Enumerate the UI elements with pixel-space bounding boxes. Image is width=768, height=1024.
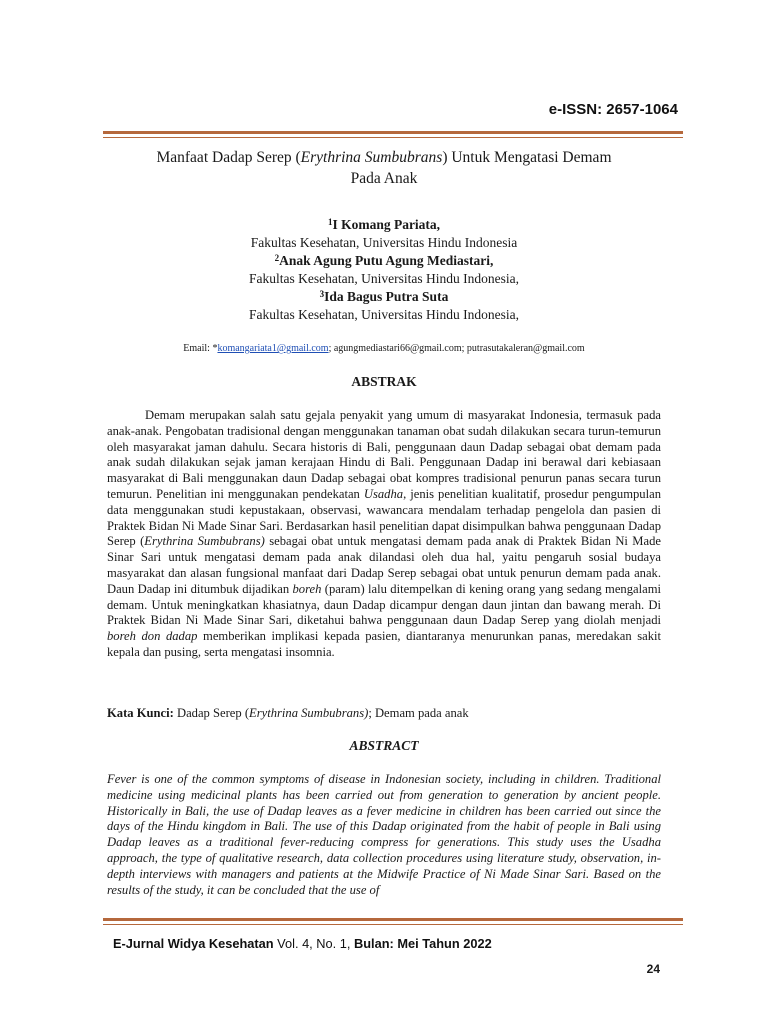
author-3: $^3$Ida Bagus Putra Suta: [319, 289, 449, 304]
abstract-body: Fever is one of the common symptoms of disease in Indonesian society, including in children. Traditional medicine using medicinal plants has been carried out from generation to generation by ancient people. Historically in Bali, the use of Dadap leaves as a fever medicine in children has been carried out since the days of the Hindu kingdom in Bali. The use of this Dadap originated from the habit of people in Bali using Dadap leaves as a traditional fever-reducing compress for generations. This study uses the Usadha approach, the type of qualitative research, data collection procedures using literature study, observation, in-depth interviews with managers and patients at the Midwife Practice of Ni Made Sinar Sari. Based on the results of the study, it can be concluded that the use of: [107, 772, 661, 897]
author-2: $^2$Anak Agung Putu Agung Mediastari,: [274, 253, 494, 268]
title-species: Erythrina Sumbubrans: [300, 149, 443, 166]
title-suffix: ) Untuk Mengatasi Demam: [442, 149, 612, 166]
header-rule: [103, 131, 683, 138]
journal-name: E-Jurnal Widya Kesehatan: [113, 936, 274, 951]
keywords-line: Kata Kunci: Dadap Serep (Erythrina Sumbubrans); Demam pada anak: [107, 706, 469, 720]
abstract-heading: ABSTRACT: [349, 738, 419, 753]
journal-date: Bulan: Mei Tahun 2022: [354, 936, 492, 951]
abstrak-body: Demam merupakan salah satu gejala penyakit yang umum di masyarakat Indonesia, termasuk pada anak-anak. Pengobatan tradisional dengan menggunakan tanaman obat sudah dilakukan secara turun-temurun oleh masyarakat jaman dahulu. Secara historis di Bali, penggunaan daun Dadap sebagai obat demam pada anak sudah dilakukan sejak jaman kerajaan Hindu di Bali. Penggunaan Dadap ini berawal dari kebiasaan masyarakat di Bali menggunakan daun Dadap sebagai obat kompres tradisional penurun panas secara turun temurun. Penelitian ini menggunakan pendekatan Usadha, jenis penelitian kualitatif, prosedur pengumpulan data menggunakan studi kepustakaan, observasi, wawancara mendalam terhadap pengelola dan pasien di Praktek Bidan Ni Made Sinar Sari. Berdasarkan hasil penelitian dapat disimpulkan bahwa penggunaan Dadap Serep (Erythrina Sumbubrans) sebagai obat untuk mengatasi demam pada anak di Praktek Bidan Ni Made Sinar Sari untuk mengatasi demam pada anak dilandasi oleh dua hal, yaitu pengaruh sosial budaya masyarakat dan alasan fungsional manfaat dari Dadap Serep sebagai obat untuk penurun demam pada anak. Daun Dadap ini ditumbuk dijadikan boreh (param) lalu ditempelkan di kening orang yang sedang mengalami demam. Untuk meningkatkan khasiatnya, daun Dadap dicampur dengan daun jintan dan bawang merah. Di Praktek Bidan Ni Made Sinar Sari, diketahui bahwa penggunaan daun Dadap Serep yang diolah menjadi boreh don dadap memberikan implikasi kepada pasien, diantaranya menurunkan panas, meredakan sakit kepala dan pusing, serta mengatasi insomnia.: [107, 408, 661, 659]
title-prefix: Manfaat Dadap Serep (: [156, 149, 301, 166]
footer-rule: [103, 918, 683, 925]
article-title: [100, 147, 668, 189]
issn-label: e-ISSN: 2657-1064: [548, 101, 678, 118]
page-number: 24: [646, 962, 660, 976]
journal-footer: [113, 936, 492, 951]
email-rest: ; agungmediastari66@gmail.com; putrasutakaleran@gmail.com: [328, 343, 585, 354]
journal-volume: Vol. 4, No. 1,: [273, 936, 354, 951]
email-label: Email: *: [183, 343, 218, 354]
title-line2: Pada Anak: [350, 170, 418, 187]
author-1: $^1$I Komang Pariata,: [327, 217, 441, 232]
email-link[interactable]: komangariata1@gmail.com: [217, 343, 329, 354]
affiliation-1: Fakultas Kesehatan, Universitas Hindu Indonesia: [250, 235, 518, 250]
affiliation-3: Fakultas Kesehatan, Universitas Hindu Indonesia,: [249, 307, 519, 322]
abstrak-heading: ABSTRAK: [351, 374, 417, 389]
author-block: [100, 216, 668, 324]
affiliation-2: Fakultas Kesehatan, Universitas Hindu Indonesia,: [249, 271, 519, 286]
email-line: [100, 343, 668, 354]
keywords-label: Kata Kunci:: [107, 706, 174, 720]
